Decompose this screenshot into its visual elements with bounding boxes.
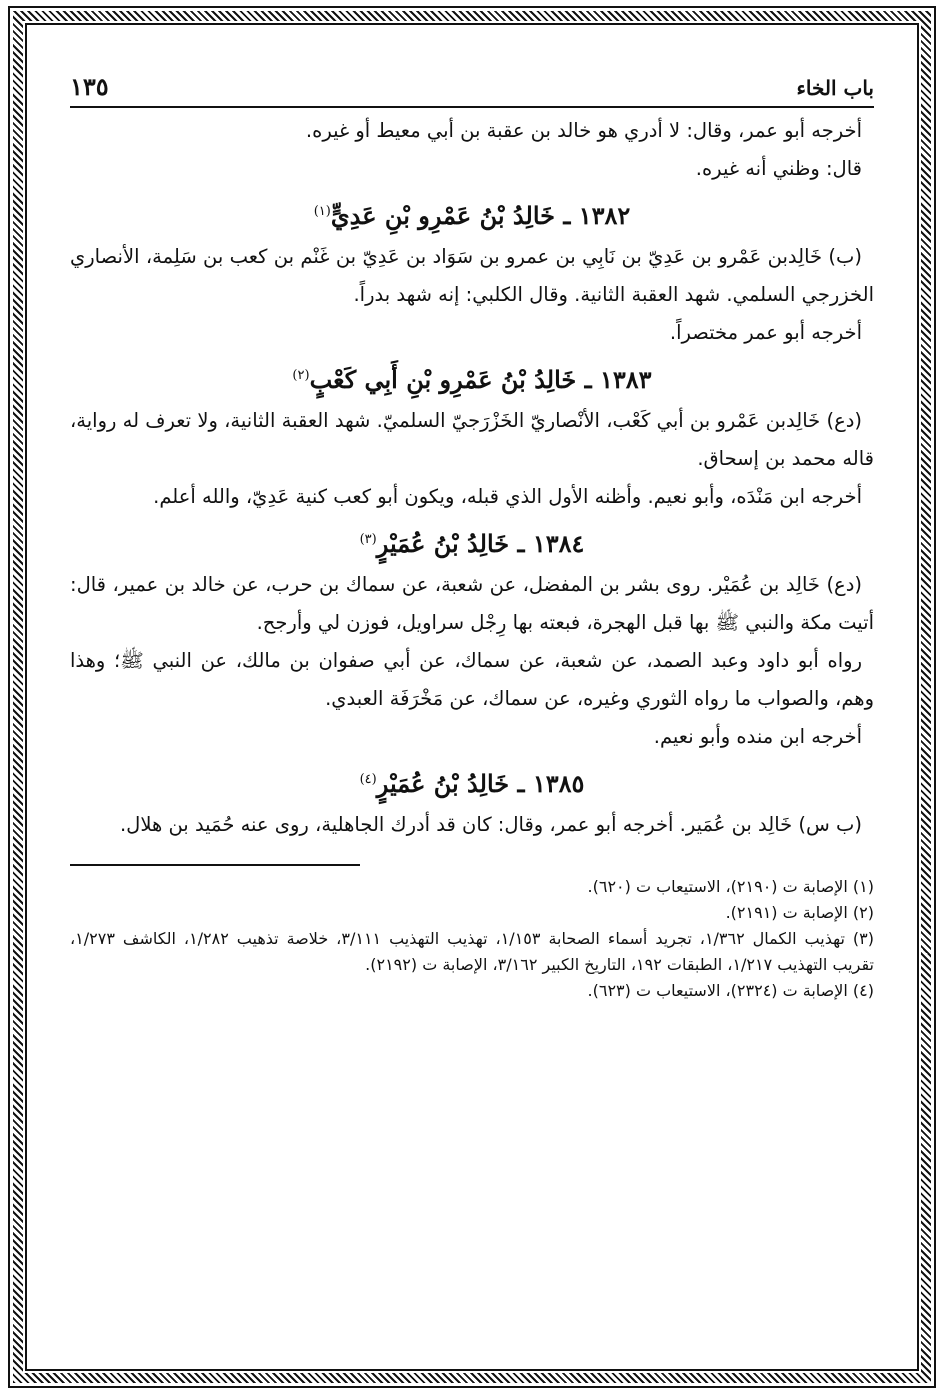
main-text [70, 112, 874, 844]
paragraph: (دع) خَالِد بن عُمَيْر. روى بشر بن المفضل، عن شعبة، عن سماك بن حرب، عن خالد بن عمير، قال: أتيت مكة والنبي ﷺ بها قبل الهجرة، فبعته بها رِجْل سراويل، فوزن لي وأرجح. [70, 573, 874, 634]
footnote-ref: (٢) [292, 368, 310, 383]
paragraph: أخرجه أبو عمر، وقال: لا أدري هو خالد بن عقبة بن أبي معيط أو غيره. [305, 119, 862, 142]
paragraph: رواه أبو داود وعبد الصمد، عن شعبة، عن سماك، عن أبي صفوان بن مالك، عن النبي ﷺ؛ وهذا وهم، والصواب ما رواه الثوري وغيره، عن سماك، عن مَخْرَفَة العبدي. [70, 649, 874, 710]
paragraph: أخرجه ابن منده وأبو نعيم. [653, 725, 862, 748]
entry-heading: ١٣٨٣ ـ خَالِدُ بْنُ عَمْرِو بْنِ أَبِي كَعْبٍ$^{(٢)}$ [292, 365, 652, 394]
footnotes [70, 874, 874, 1004]
footnote: (٣) تهذيب الكمال ١/٣٦٢، تجريد أسماء الصحابة ١/١٥٣، تهذيب التهذيب ٣/١١١، خلاصة تذهيب ١/٢٨٢، الكاشف ١/٢٧٣، تقريب التهذيب ١/٢١٧، الطبقات ١٩٢، التاريخ الكبير ٣/١٦٢، الإصابة ت (٢١٩٢). [70, 929, 875, 974]
footnote-ref: (١) [313, 204, 331, 219]
footnote-separator [70, 864, 360, 866]
paragraph: أخرجه ابن مَنْدَه، وأبو نعيم. وأظنه الأول الذي قبله، ويكون أبو كعب كنية عَدِيّ، والله أعلم. [153, 485, 862, 508]
paragraph: (ب س) خَالِد بن عُمَير. أخرجه أبو عمر، وقال: كان قد أدرك الجاهلية، روى عنه حُمَيد بن هلال. [119, 813, 862, 836]
paragraph: (ب) خَالِدبن عَمْرو بن عَدِيّ بن نَابِي بن عمرو بن سَوَاد بن عَدِيّ بن غَنْم بن كعب بن سَلِمة، الأنصاري الخزرجي السلمي. شهد العقبة الثانية. وقال الكلبي: إنه شهد بدراً. [70, 245, 874, 306]
paragraph: أخرجه أبو عمر مختصراً. [669, 321, 862, 344]
paragraph: قال: وظني أنه غيره. [695, 157, 862, 180]
footnote-ref: (٣) [359, 532, 377, 547]
footnote: (٢) الإصابة ت (٢١٩١). [725, 903, 874, 922]
footnote: (٤) الإصابة ت (٢٣٢٤)، الاستيعاب ت (٦٢٣). [587, 981, 874, 1000]
entry-heading: ١٣٨٤ ـ خَالِدُ بْنُ عُمَيْرٍ$^{(٣)}$ [359, 529, 585, 558]
page-content [70, 70, 874, 1310]
page-header [70, 70, 874, 108]
page-number: ١٣٥ [70, 72, 109, 101]
entry-heading: ١٣٨٢ ـ خَالِدُ بْنُ عَمْرِو بْنِ عَدِيٍّ$^{(١)}$ [313, 201, 631, 230]
chapter-title: باب الخاء [796, 76, 874, 100]
footnote: (١) الإصابة ت (٢١٩٠)، الاستيعاب ت (٦٢٠). [587, 877, 874, 896]
entry-heading: ١٣٨٥ ـ خَالِدُ بْنُ عُمَيْرٍ$^{(٤)}$ [359, 769, 585, 798]
footnote-ref: (٤) [359, 772, 377, 787]
paragraph: (دع) خَالِدبن عَمْرو بن أبي كَعْب، الأنْصاريّ الخَزْرَجيّ السلميّ. شهد العقبة الثانية، ولا تعرف له رواية، قاله محمد بن إسحاق. [70, 409, 874, 470]
